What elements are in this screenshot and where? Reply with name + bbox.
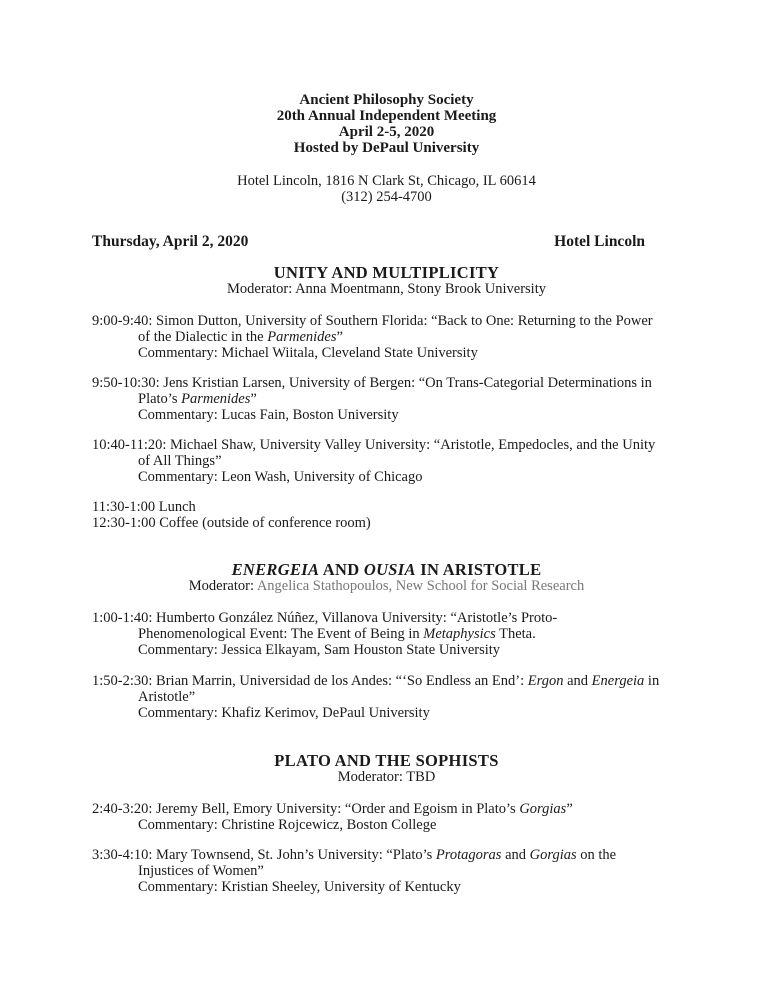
talk-townsend: 3:30-4:10: Mary Townsend, St. John’s University: “Plato’s Protagoras and Gorgias on the Injustices of Women” Commentary: Kristian Sheeley, University of Kentucky xyxy=(92,847,692,895)
meeting-name: 20th Annual Independent Meeting xyxy=(276,108,497,124)
talk-bell: 2:40-3:20: Jeremy Bell, Emory University: “Order and Egoism in Plato’s Gorgias” Commentary: Christine Rojcewicz, Boston College xyxy=(92,801,692,833)
section-moderator-unity: Moderator: Anna Moentmann, Stony Brook University xyxy=(227,281,546,297)
talk-dutton: 9:00-9:40: Simon Dutton, University of Southern Florida: “Back to One: Returning to the Power of the Dialectic in the Parmenides” Commentary: Michael Wiitala, Cleveland State University xyxy=(92,313,692,361)
section-title-energeia: ENERGEIA AND OUSIA IN ARISTOTLE xyxy=(231,560,542,579)
commentary: Commentary: Jessica Elkayam, Sam Houston State University xyxy=(138,642,501,658)
venue-address-block xyxy=(0,173,773,205)
break-schedule xyxy=(92,499,371,531)
meeting-dates: April 2-5, 2020 xyxy=(338,124,435,140)
section-moderator-energeia: Moderator: Angelica Stathopoulos, New School for Social Research xyxy=(188,578,585,594)
lunch-break: 11:30-1:00 Lunch xyxy=(92,499,196,515)
society-name: Ancient Philosophy Society xyxy=(299,92,474,108)
commentary: Commentary: Leon Wash, University of Chicago xyxy=(138,469,423,485)
commentary: Commentary: Christine Rojcewicz, Boston College xyxy=(138,817,437,833)
venue-phone: (312) 254-4700 xyxy=(341,189,432,205)
coffee-break: 12:30-1:00 Coffee (outside of conference room) xyxy=(92,515,371,531)
header-title xyxy=(0,92,773,156)
talk-shaw: 10:40-11:20: Michael Shaw, University Valley University: “Aristotle, Empedocles, and the Unity of All Things” Commentary: Leon Wash, University of Chicago xyxy=(92,437,692,485)
talk-marrin: 1:50-2:30: Brian Marrin, Universidad de los Andes: “‘So Endless an End’: Ergon and Energeia in Aristotle” Commentary: Khafiz Kerimov, DePaul University xyxy=(92,673,692,721)
meeting-host: Hosted by DePaul University xyxy=(293,140,480,156)
commentary: Commentary: Michael Wiitala, Cleveland State University xyxy=(138,345,478,361)
day-venue: Hotel Lincoln xyxy=(554,233,645,250)
venue-address: Hotel Lincoln, 1816 N Clark St, Chicago, IL 60614 xyxy=(237,173,536,189)
commentary: Commentary: Khafiz Kerimov, DePaul University xyxy=(138,705,430,721)
commentary: Commentary: Kristian Sheeley, University of Kentucky xyxy=(138,879,461,895)
section-title-unity: UNITY AND MULTIPLICITY xyxy=(273,263,500,282)
section-title-sophists: PLATO AND THE SOPHISTS xyxy=(274,751,499,770)
day-date: Thursday, April 2, 2020 xyxy=(92,233,249,250)
talk-gonzalez: 1:00-1:40: Humberto González Núñez, Villanova University: “Aristotle’s Proto- Phenomenological Event: The Event of Being in Metaphysics Theta. Commentary: Jessica Elkayam, Sam Houston State University xyxy=(92,610,692,658)
talk-larsen: 9:50-10:30: Jens Kristian Larsen, University of Bergen: “On Trans-Categorial Determinations in Plato’s Parmenides” Commentary: Lucas Fain, Boston University xyxy=(92,375,692,423)
section-moderator-sophists: Moderator: TBD xyxy=(337,769,436,785)
commentary: Commentary: Lucas Fain, Boston University xyxy=(138,407,399,423)
